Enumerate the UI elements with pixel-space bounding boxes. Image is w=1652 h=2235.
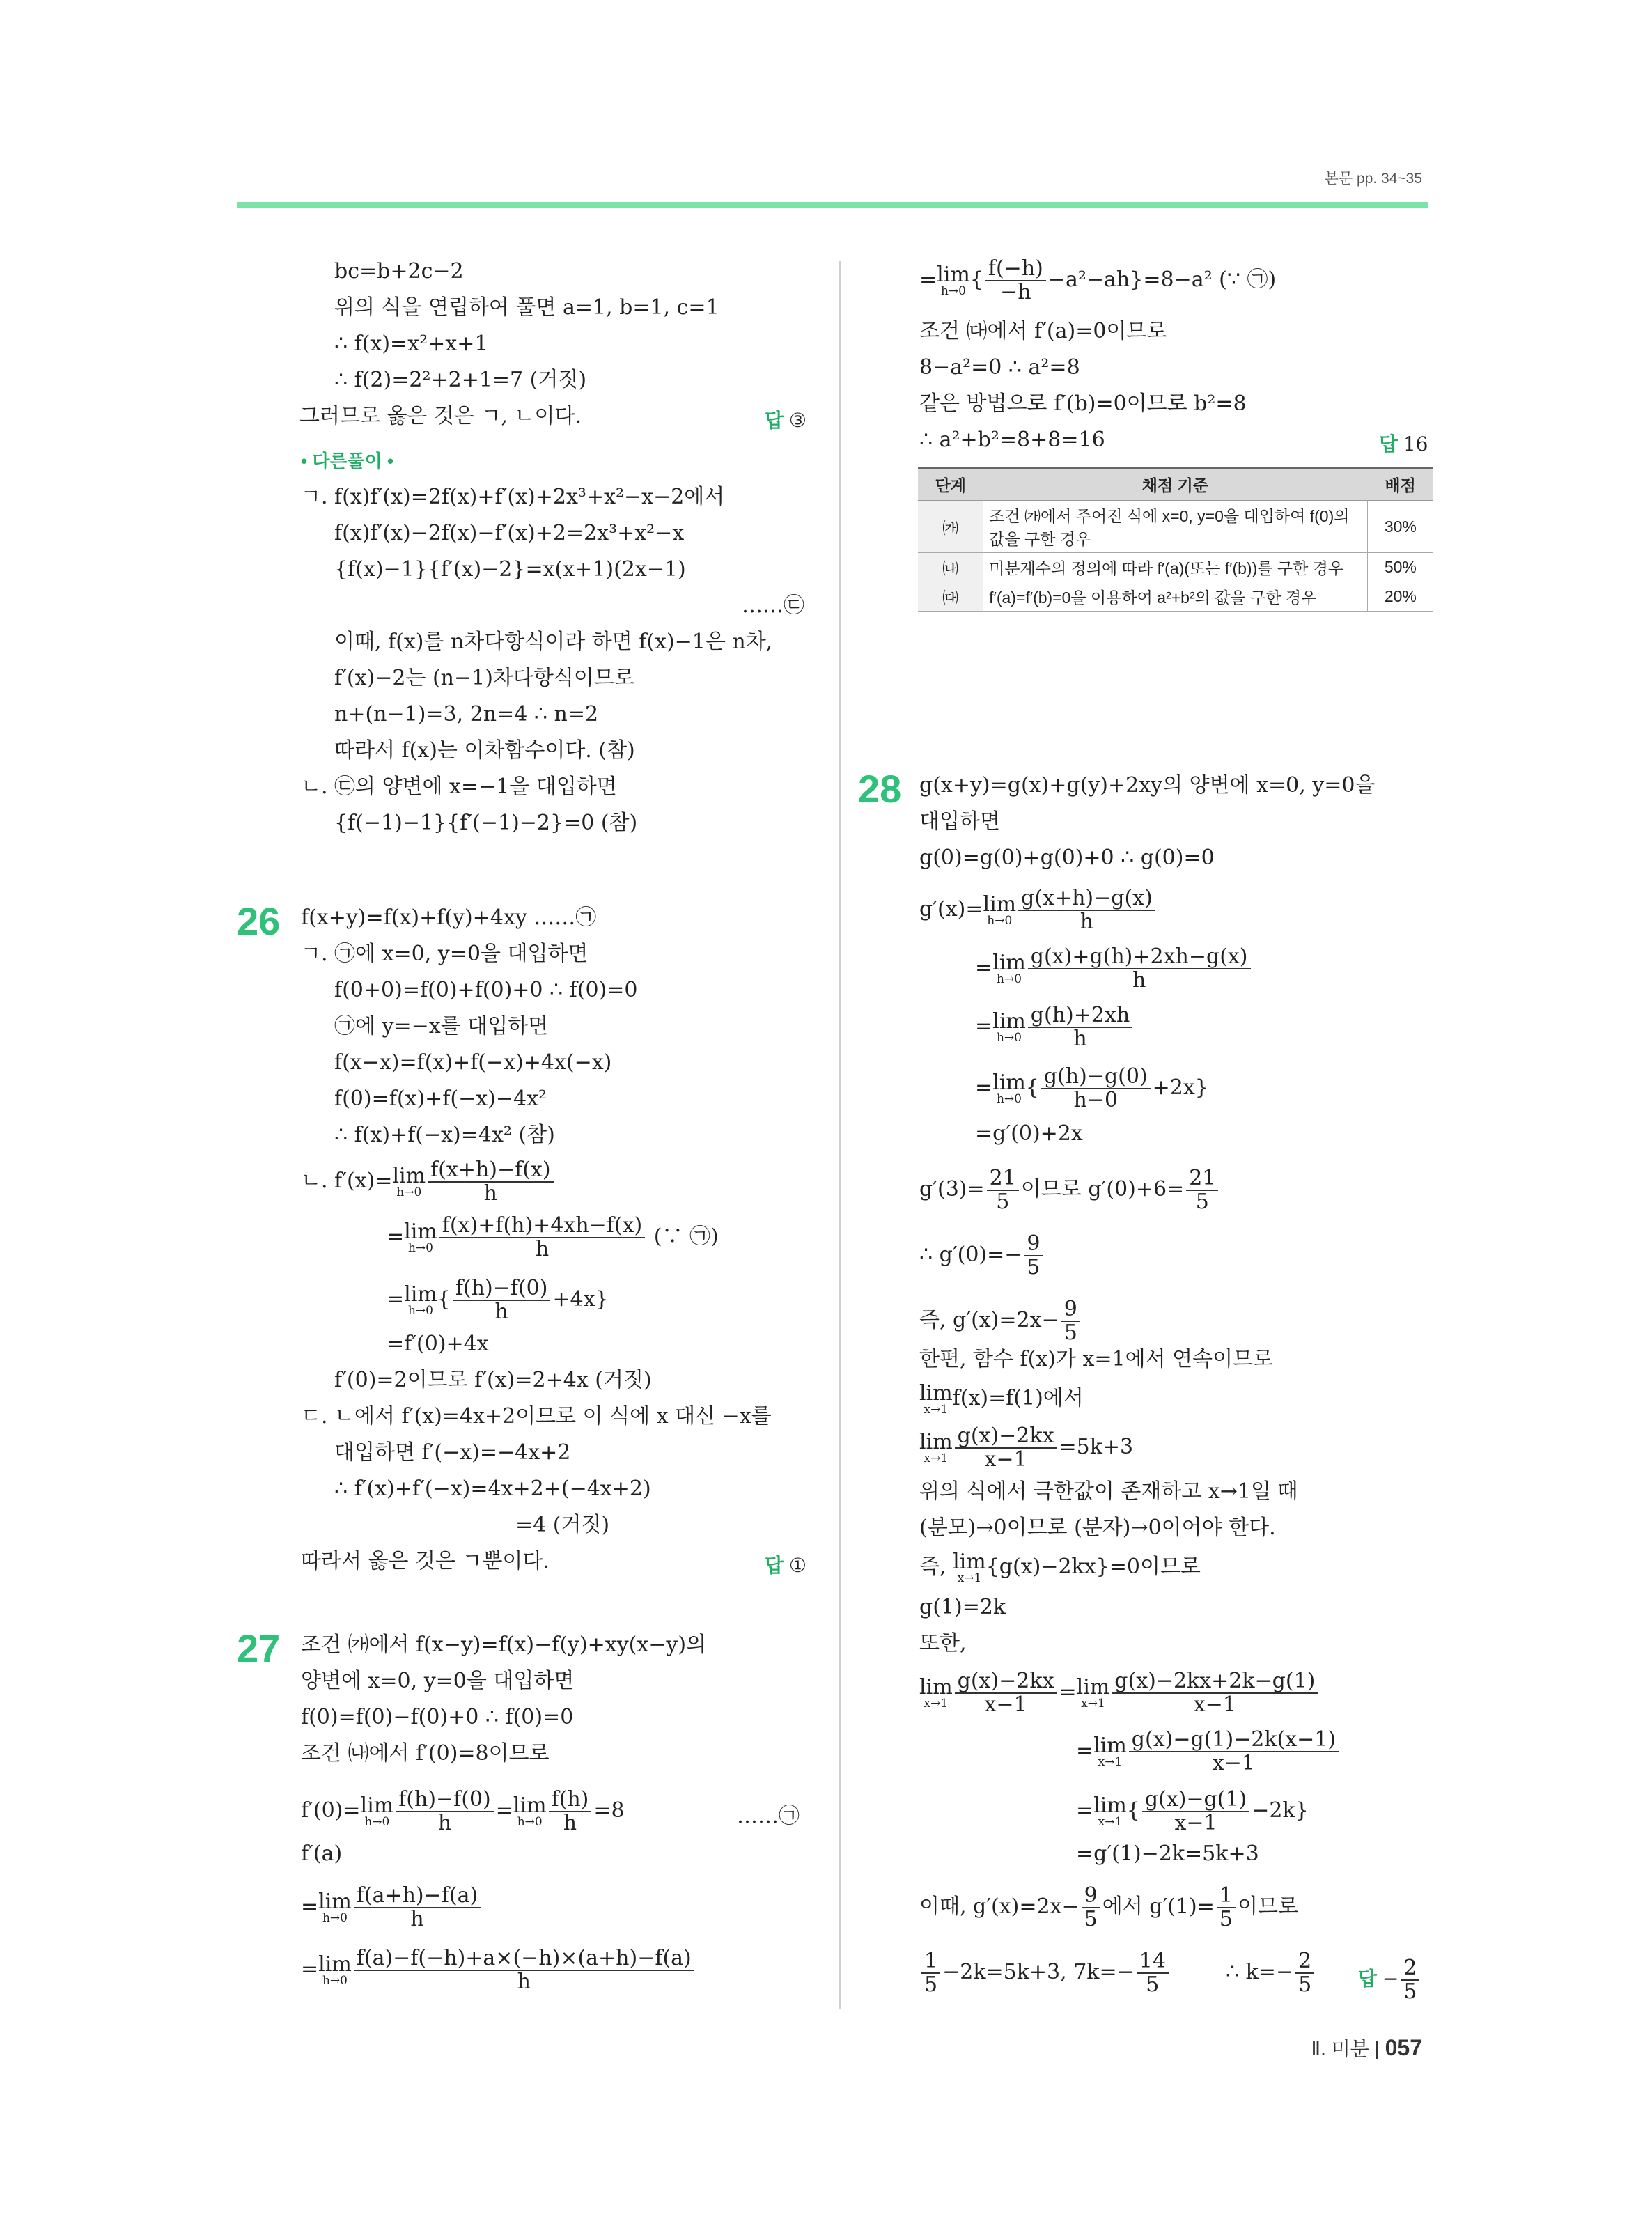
solution-line: ㉠에 y=−x를 대입하면 [334,1014,549,1038]
solution-line: f(x−x)=f(x)+f(−x)+4x(−x) [334,1050,612,1075]
math-line: f′(0)= lim h→0 $\frac{f(h)-f(0)}{h}$ = lim h→0 $\frac{f(h)}{h}$ =8 [301,1787,625,1835]
solution-line: ㄴ. ㉢의 양변에 x=−1을 대입하면 [301,774,617,799]
math-line: = lim x→1 $\frac{g(x)-g(1)-2k(x-1)}{x-1}$ [1076,1729,1341,1775]
table-header: 단계 [918,468,983,501]
math-line: = lim x→1 { $\frac{g(x)-g(1)}{x-1}$ −2k} [1076,1787,1309,1835]
math-line: lim x→1 f(x)=f(1)에서 [919,1381,1084,1417]
solution-line: bc=b+2c−2 [334,259,464,283]
solution-line: ∴ a²+b²=8+8=16 [919,428,1105,452]
solution-line: f(x+y)=f(x)+f(y)+4xy ……㉠ [301,905,597,930]
math-line: = lim h→0 { $\frac{g(h)-g(0)}{h-0}$ +2x} [975,1064,1208,1112]
solution-line: f′(a) [301,1841,343,1866]
answer-mark: 답 16 [1379,433,1428,455]
solution-line: f′(x)−2는 (n−1)차다항식이므로 [334,666,634,690]
solution-line: g(0)=g(0)+g(0)+0 ∴ g(0)=0 [919,846,1215,870]
header-rule [237,202,1428,208]
solution-line: 그러므로 옳은 것은 ㄱ, ㄴ이다. [299,404,582,428]
math-line: = lim h→0 { $\frac{f(-h)}{-h}$ −a²−ah}=8−a² (∵ ㉠) [919,256,1277,304]
solution-line: {f(x)−1}{f′(x)−2}=x(x+1)(2x−1) [334,557,686,582]
solution-line: f′(0)=2이므로 f′(x)=2+4x (거짓) [334,1368,652,1392]
math-line: = lim h→0 $\frac{f(a)-f(-h)+a\times(-h)\times(a+h)-f(a)}{h}$ [301,1947,696,1993]
math-line: = lim h→0 $\frac{f(x)+f(h)+4xh-f(x)}{h}$ (∵ ㉠) [387,1213,719,1261]
answer-mark: 답 ③ [765,409,806,432]
math-line: = lim h→0 $\frac{f(a+h)-f(a)}{h}$ [301,1885,483,1931]
solution-line: n+(n−1)=3, 2n=4 ∴ n=2 [334,702,599,726]
solution-line: g(x+y)=g(x)+g(y)+2xy의 양변에 x=0, y=0을 [919,773,1376,797]
solution-line: ㄱ. ㉠에 x=0, y=0을 대입하면 [301,942,589,966]
solution-line: 한편, 함수 f(x)가 x=1에서 연속이므로 [919,1347,1274,1371]
math-line: = lim h→0 $\frac{g(h)+2xh}{h}$ [975,1004,1135,1050]
math-line: ∴ k=− $\frac{2}{5}$ [1226,1950,1316,1996]
solution-line: (분모)→0이므로 (분자)→0이어야 한다. [919,1516,1276,1540]
solution-line: =g′(1)−2k=5k+3 [1076,1841,1259,1866]
solution-line: 또한, [919,1631,967,1656]
math-line: = lim h→0 { $\frac{f(h)-f(0)}{h}$ +4x} [387,1276,609,1324]
math-line: lim x→1 $\frac{g(x)-2kx}{x-1}$ = lim x→1 $\frac{g(x)-2kx+2k-g(1)}{x-1}$ [919,1670,1320,1716]
math-line: 즉, g′(x)=2x− $\frac{9}{5}$ [919,1298,1082,1344]
problem-number: 26 [237,899,281,943]
column-divider [839,261,841,2009]
math-line: $\frac{1}{5}$ −2k=5k+3, 7k=− $\frac{14}{5}$ [919,1950,1171,1996]
math-line: ∴ g′(0)=− $\frac{9}{5}$ [919,1233,1045,1279]
solution-line: ㄱ. f(x)f′(x)=2f(x)+f′(x)+2x³+x²−x−2에서 [301,485,725,509]
solution-line: =f′(0)+4x [387,1332,489,1356]
solution-line: ㄷ. ㄴ에서 f′(x)=4x+2이므로 이 식에 x 대신 −x를 [301,1404,772,1428]
solution-line: f(0)=f(x)+f(−x)−4x² [334,1087,547,1111]
table-row: ㈐ f′(a)=f′(b)=0을 이용하여 a²+b²의 값을 구한 경우 20% [918,582,1433,612]
equation-tag: ……㉠ [737,1804,800,1828]
solution-line: ∴ f′(x)+f′(−x)=4x+2+(−4x+2) [334,1477,651,1501]
solution-line: 위의 식을 연립하여 풀면 a=1, b=1, c=1 [334,295,719,320]
solution-line: ∴ f(2)=2²+2+1=7 (거짓) [334,368,587,392]
page-footer: Ⅱ. 미분 | 057 [1311,2035,1422,2060]
solution-line: 조건 ㈎에서 f(x−y)=f(x)−f(y)+xy(x−y)의 [301,1633,707,1657]
table-header: 배점 [1367,468,1433,501]
solution-line: ∴ f(x)+f(−x)=4x² (참) [334,1123,555,1147]
solution-line: 조건 ㈏에서 f′(0)=8이므로 [301,1741,550,1766]
math-line: g′(3)= $\frac{21}{5}$ 이므로 g′(0)+6= $\frac{21}{5}$ [919,1167,1220,1213]
solution-line: f(0)=f(0)−f(0)+0 ∴ f(0)=0 [301,1705,574,1729]
solution-line: {f(−1)−1}{f′(−1)−2}=0 (참) [334,811,638,835]
solution-line: =g′(0)+2x [975,1121,1083,1146]
solution-line: 8−a²=0 ∴ a²=8 [919,355,1080,380]
math-line: lim x→1 $\frac{g(x)-2kx}{x-1}$ =5k+3 [919,1424,1134,1472]
equation-tag: ……㉢ [742,593,804,618]
math-line: g′(x)= lim h→0 $\frac{g(x+h)-g(x)}{h}$ [919,887,1158,933]
answer-mark: 답 ① [765,1554,806,1577]
solution-line: =4 (거짓) [515,1513,610,1537]
solution-line: 대입하면 [919,809,1000,834]
solution-line: 따라서 f(x)는 이차함수이다. (참) [334,738,635,763]
solution-line: 양변에 x=0, y=0을 대입하면 [301,1669,575,1693]
solution-line: ∴ f(x)=x²+x+1 [334,332,488,356]
answer-mark: 답 − $\frac{2}{5}$ [1358,1957,1421,2003]
problem-number: 27 [237,1626,281,1670]
solution-line: 조건 ㈐에서 f′(a)=0이므로 [919,319,1167,343]
page-reference: 본문 pp. 34~35 [1324,171,1422,187]
problem-number: 28 [858,767,902,811]
table-header: 채점 기준 [983,468,1368,501]
solution-line: f(0+0)=f(0)+f(0)+0 ∴ f(0)=0 [334,978,638,1002]
table-row: ㈎ 조건 ㈎에서 주어진 식에 x=0, y=0을 대입하여 f(0)의 값을 구한 경우 30% [918,501,1433,553]
math-line: 이때, g′(x)=2x− $\frac{9}{5}$ 에서 g′(1)= $\frac{1}{5}$ 이므로 [919,1883,1298,1931]
scoring-table [918,467,1433,612]
solution-line: 따라서 옳은 것은 ㄱ뿐이다. [301,1549,550,1573]
math-line: ㄴ. f′(x)= lim h→0 $\frac{f(x+h)-f(x)}{h}$ [301,1159,556,1205]
math-line: = lim h→0 $\frac{g(x)+g(h)+2xh-g(x)}{h}$ [975,946,1253,992]
solution-line: 위의 식에서 극한값이 존재하고 x→1일 때 [919,1479,1298,1504]
table-row: ㈏ 미분계수의 정의에 따라 f′(a)(또는 f′(b))를 구한 경우 50% [918,553,1433,582]
alternative-solution-label: • 다른풀이 • [301,451,394,472]
math-line: 즉, lim x→1 {g(x)−2kx}=0이므로 [919,1550,1201,1585]
solution-line: 대입하면 f′(−x)=−4x+2 [334,1440,571,1465]
solution-line: 이때, f(x)를 n차다항식이라 하면 f(x)−1은 n차, [334,630,773,654]
solution-line: g(1)=2k [919,1595,1006,1619]
solution-line: 같은 방법으로 f′(b)=0이므로 b²=8 [919,391,1247,416]
solution-line: f(x)f′(x)−2f(x)−f′(x)+2=2x³+x²−x [334,521,685,545]
